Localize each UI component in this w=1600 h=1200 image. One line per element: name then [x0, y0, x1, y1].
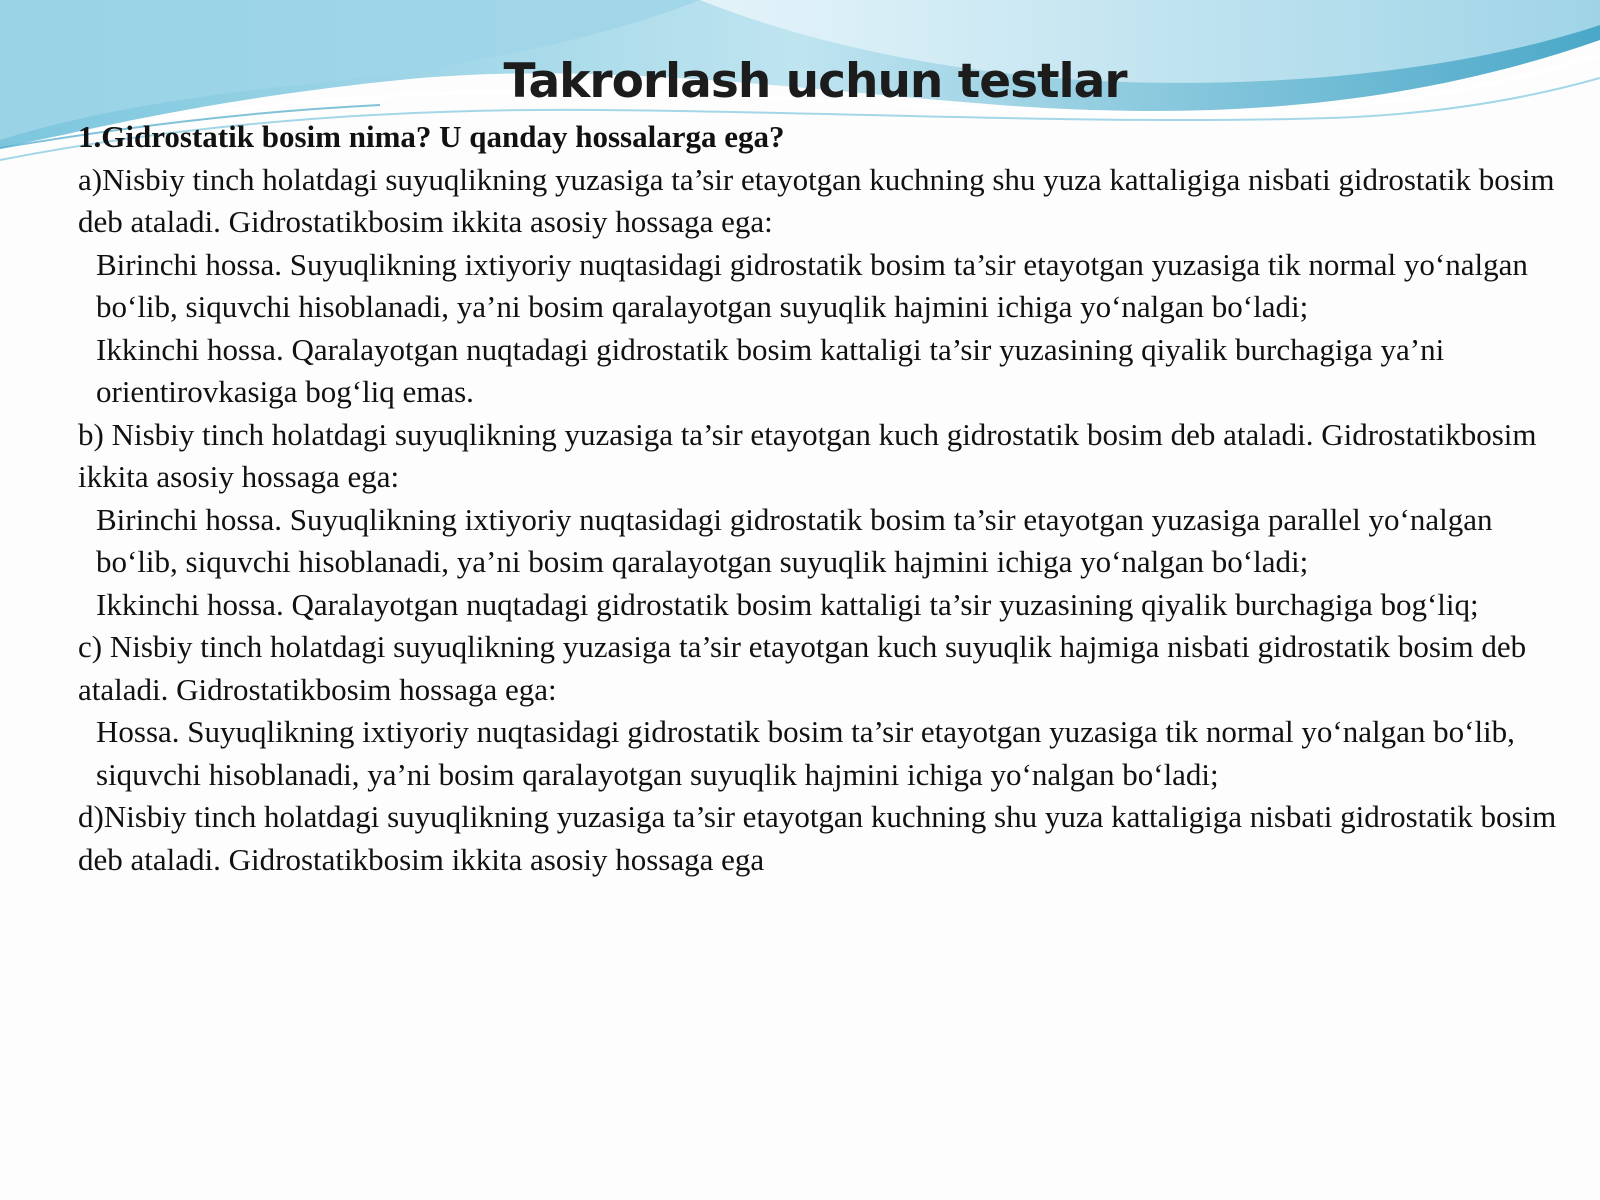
option-b-property-2: Ikkinchi hossa. Qaralayotgan nuqtadagi gidrostatik bosim kattaligi ta’sir yuzasining qiyalik burchagiga bog‘liq; — [96, 586, 1479, 622]
option-c-property-1: Hossa. Suyuqlikning ixtiyoriy nuqtasidagi gidrostatik bosim ta’sir etayotgan yuzasiga tik normal yo‘nalgan bo‘lib, siquvchi hisoblanadi, ya’ni bosim qaralayotgan suyuqlik hajmini ichiga yo‘nalgan bo‘ladi; — [96, 714, 1515, 792]
slide-title: Takrorlash uchun testlar — [503, 54, 1127, 109]
option-a-property-1: Birinchi hossa. Suyuqlikning ixtiyoriy nuqtasidagi gidrostatik bosim ta’sir etayotgan yuzasiga tik normal yo‘nalgan bo‘lib, siquvchi hisoblanadi, ya’ni bosim qaralayotgan suyuqlik hajmini ichiga yo‘nalgan bo‘ladi; — [96, 246, 1528, 324]
option-b-property-1: Birinchi hossa. Suyuqlikning ixtiyoriy nuqtasidagi gidrostatik bosim ta’sir etayotgan yuzasiga parallel yo‘nalgan bo‘lib, siquvchi hisoblanadi, ya’ni bosim qaralayotgan suyuqlik hajmini ichiga yo‘nalgan bo‘ladi; — [96, 501, 1493, 579]
question-text: 1.Gidrostatik bosim nima? U qanday hossalarga ega? — [78, 119, 785, 154]
option-c-intro: c) Nisbiy tinch holatdagi suyuqlikning yuzasiga ta’sir etayotgan kuch suyuqlik hajmiga nisbati gidrostatik bosim deb ataladi. Gidrostatikbosim hossaga ega: — [78, 629, 1527, 707]
option-a-intro: a)Nisbiy tinch holatdagi suyuqlikning yuzasiga ta’sir etayotgan kuchning shu yuza kattaligiga nisbati gidrostatik bosim deb ataladi. Gidrostatikbosim ikkita asosiy hossaga ega: — [78, 161, 1555, 239]
option-d-intro: d)Nisbiy tinch holatdagi suyuqlikning yuzasiga ta’sir etayotgan kuchning shu yuza kattaligiga nisbati gidrostatik bosim deb ataladi. Gidrostatikbosim ikkita asosiy hossaga ega — [78, 799, 1557, 877]
option-b-intro: b) Nisbiy tinch holatdagi suyuqlikning yuzasiga ta’sir etayotgan kuch gidrostatik bosim deb ataladi. Gidrostatikbosim ikkita asosiy hossaga ega: — [78, 416, 1537, 494]
option-a-property-2: Ikkinchi hossa. Qaralayotgan nuqtadagi gidrostatik bosim kattaligi ta’sir yuzasining qiyalik burchagiga ya’ni orientirovkasiga bog‘liq emas. — [96, 331, 1445, 409]
slide-content — [78, 116, 1568, 881]
